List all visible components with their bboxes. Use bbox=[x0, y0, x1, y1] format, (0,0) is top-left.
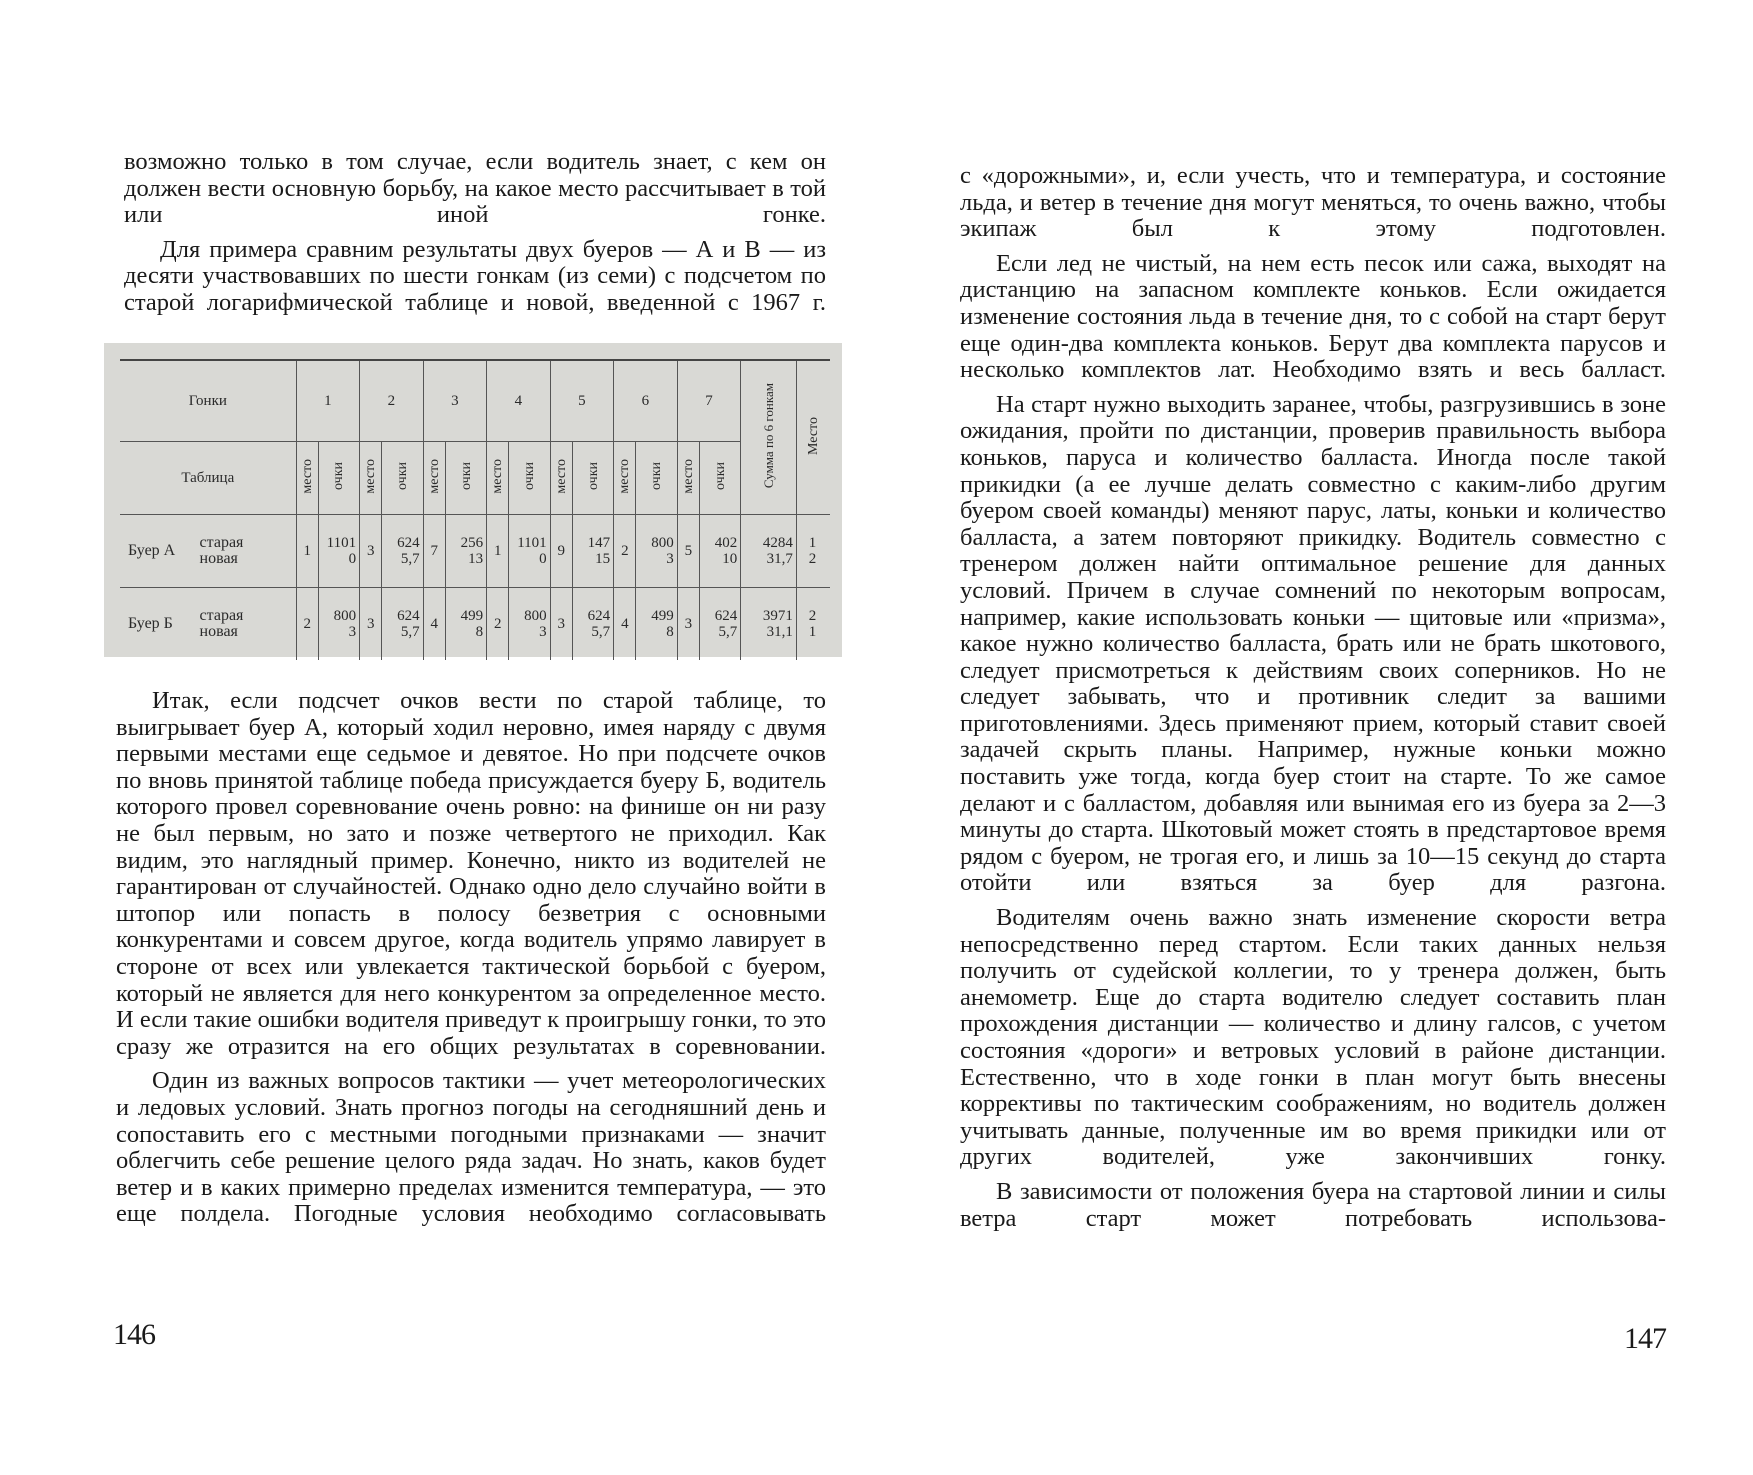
place-cell: 3 bbox=[360, 515, 382, 588]
race-number: 5 bbox=[550, 360, 614, 442]
sum-old: 3971 bbox=[762, 608, 793, 624]
place-cell: 3 bbox=[550, 588, 572, 661]
place-cell: 3 bbox=[677, 588, 699, 661]
points-new: 5,7 bbox=[400, 551, 420, 567]
sub-header-cell bbox=[509, 442, 550, 515]
points-new: 10 bbox=[722, 551, 738, 567]
place-cell: 4 bbox=[423, 588, 445, 661]
points-new: 8 bbox=[666, 624, 674, 640]
sub-header-cell bbox=[699, 442, 740, 515]
points-cell bbox=[636, 588, 677, 661]
place-header: Место bbox=[805, 416, 821, 455]
boat-label: Буер А bbox=[120, 515, 194, 588]
left-top-text bbox=[124, 149, 826, 317]
points-cell bbox=[572, 588, 613, 661]
points-cell bbox=[699, 515, 740, 588]
place-cell: 3 bbox=[360, 588, 382, 661]
sum-header-cell bbox=[741, 360, 797, 515]
boat-label: Буер Б bbox=[128, 615, 173, 632]
paragraph: В зависимости от положения буера на стартовой линии и силы ветра старт может потребовать использова- bbox=[960, 1177, 1666, 1232]
race-number: 6 bbox=[614, 360, 678, 442]
points-cell bbox=[572, 515, 613, 588]
sub-header-points: очки bbox=[585, 462, 601, 490]
place-cell: 2 bbox=[614, 515, 636, 588]
points-cell bbox=[699, 588, 740, 661]
sub-header-points: очки bbox=[649, 462, 665, 490]
sub-header-place: место bbox=[363, 458, 379, 494]
points-new: 0 bbox=[539, 551, 547, 567]
points-cell bbox=[509, 515, 550, 588]
paragraph: Для примера сравним результаты двух буеров — А и В — из десяти участвовавших по шести гонкам (из семи) с подсчетом по старой логарифмической таблице и новой, введенной с 1967 г. bbox=[124, 235, 826, 316]
paragraph: Итак, если подсчет очков вести по старой таблице, то выигрывает буер А, который ходил неровно, имея наряду с двумя первыми местами еще седьмое и девятое. Но при подсчете очков по вновь принятой таблице победа присуждается буеру Б, водитель которого провел соревнование очень ровно: на финише он ни разу не был первым, но зато и позже четвертого не приходил. Как видим, это наглядный пример. Конечно, никто из водителей не гарантирован от случайностей. Однако одно дело случайно войти в штопор или попасть в полосу безветрия с основными конкурентами и совсем другое, когда водитель упрямо лавирует в стороне от всех или увлекается тактической борьбой с буером, который не является для него конкурентом за определенное место. И если такие ошибки водителя приведут к проигрышу гонки, то это сразу же отразится на его общих результатах в соревновании. bbox=[116, 687, 826, 1060]
sub-header-place: место bbox=[299, 458, 315, 494]
sub-header-points: очки bbox=[395, 462, 410, 490]
old-label: старая bbox=[199, 607, 244, 624]
sub-header-place: место bbox=[553, 458, 569, 494]
points-cell bbox=[445, 588, 486, 661]
place-cell: 2 bbox=[296, 588, 318, 661]
final-place-cell bbox=[796, 515, 830, 588]
points-new: 3 bbox=[539, 624, 547, 640]
table-type-cell bbox=[194, 515, 297, 588]
new-label: новая bbox=[199, 623, 238, 640]
paragraph: Водителям очень важно знать изменение скорости ветра непосредственно перед стартом. Если таких данных нельзя получить от судейской коллегии, то у тренера должен, быть анемометр. Еще до старта водителю следует составить план прохождения дистанции — количество и длину галсов, с учетом состояния «дороги» и ветровых условий в районе дистанции. Естественно, что в ходе гонки в план могут быть внесены коррективы по тактическим соображениям, но водитель должен учитывать данные, полученные им во время прикидки или от других водителей, уже закончивших гонку. bbox=[960, 904, 1666, 1171]
points-cell bbox=[318, 588, 359, 661]
table-row-boat-b bbox=[120, 588, 830, 661]
points-old: 256 bbox=[460, 535, 484, 551]
sub-header-place: место bbox=[617, 458, 633, 494]
place-old: 1 bbox=[808, 535, 817, 551]
sub-header-place: место bbox=[490, 458, 506, 494]
points-new: 3 bbox=[666, 551, 674, 567]
place-new: 2 bbox=[808, 551, 817, 567]
right-page-text bbox=[960, 163, 1666, 1232]
sub-header-cell bbox=[296, 442, 318, 515]
results-table bbox=[120, 359, 830, 660]
place-cell: 1 bbox=[487, 515, 509, 588]
sub-header-points: очки bbox=[712, 462, 728, 490]
race-number: 7 bbox=[677, 360, 741, 442]
points-old: 147 bbox=[587, 535, 611, 551]
sub-header-cell bbox=[572, 442, 613, 515]
place-cell: 1 bbox=[296, 515, 318, 588]
sum-header: Сумма по 6 гонкам bbox=[760, 382, 776, 489]
points-new: 15 bbox=[595, 551, 611, 567]
points-cell bbox=[445, 515, 486, 588]
race-number: 2 bbox=[360, 360, 424, 442]
old-label: старая bbox=[199, 534, 244, 551]
points-cell bbox=[636, 515, 677, 588]
paragraph: На старт нужно выходить заранее, чтобы, разгрузившись в зоне ожидания, пройти по дистанции, проверив правильность выбора коньков, паруса и количество балласта. Иногда после такой прикидки (а ее лучше делать совместно с каким-либо другим буером своей команды) меняют парус, латы, коньки и количество балласта, а затем повторяют прикидку. Водитель совместно с тренером должен найти оптимальное решение для данных условий. Причем в случае сомнений по некоторым вопросам, например, какие использовать коньки — щитовые или «призма», какое нужно количество балласта, брать или не брать шкотового, следует присмотреться к действиям своих соперников. Но не следует забывать, что и противник следит за вашими приготовлениями. Здесь применяют прием, который ставит своей задачей скрыть планы. Например, нужные коньки можно поставить уже тогда, когда буер стоит на старте. То же самое делают и с балластом, добавляя или вынимая его из буера за 2—3 минуты до старта. Шкотовый может стоять в предстартовое время рядом с буером, не трогая его, и лишь за 10—15 секунд до старта отойти или взяться за буер для разгона. bbox=[960, 390, 1666, 897]
final-place-cell bbox=[796, 588, 830, 661]
sub-header-cell bbox=[360, 442, 382, 515]
sub-header-cell bbox=[614, 442, 636, 515]
place-header-cell bbox=[796, 360, 830, 515]
sub-header-place: место bbox=[426, 458, 442, 494]
paragraph: с «дорожными», и, если учесть, что и температура, и состояние льда, и ветер в течение дня могут меняться, то очень важно, чтобы экипаж был к этому подготовлен. bbox=[960, 162, 1666, 243]
points-new: 5,7 bbox=[591, 624, 611, 640]
points-old: 800 bbox=[524, 608, 547, 624]
place-cell: 9 bbox=[550, 515, 572, 588]
paragraph: возможно только в том случае, если водитель знает, с кем он должен вести основную борьбу, на какое место рассчитывает в той или иной гонке. bbox=[124, 148, 826, 229]
place-cell: 7 bbox=[423, 515, 445, 588]
points-old: 800 bbox=[333, 608, 357, 624]
points-old: 624 bbox=[397, 608, 420, 624]
sub-header-cell bbox=[318, 442, 359, 515]
sub-header-points: очки bbox=[331, 462, 347, 490]
points-old: 624 bbox=[587, 608, 611, 624]
paragraph: Один из важных вопросов тактики — учет метеорологических и ледовых условий. Знать прогноз погоды на сегодняшний день и сопоставить его с местными погодными признаками — значит облегчить себе решение целого ряда задач. Но знать, каков будет ветер и в каких примерно пределах изменится температура, — это еще полдела. Погодные условия необходимо согласовывать bbox=[116, 1067, 826, 1228]
points-cell bbox=[382, 515, 423, 588]
place-old: 2 bbox=[808, 608, 817, 624]
points-new: 5,7 bbox=[400, 624, 420, 640]
sum-cell bbox=[741, 588, 797, 661]
points-cell bbox=[509, 588, 550, 661]
sub-header-cell bbox=[423, 442, 445, 515]
sub-header-cell bbox=[382, 442, 423, 515]
race-number: 1 bbox=[296, 360, 360, 442]
header-races: Гонки bbox=[120, 360, 296, 442]
table-type-cell bbox=[194, 588, 297, 661]
points-old: 499 bbox=[460, 608, 484, 624]
sub-header-cell bbox=[677, 442, 699, 515]
race-number: 3 bbox=[423, 360, 487, 442]
place-new: 1 bbox=[808, 624, 817, 640]
points-old: 1101 bbox=[517, 535, 547, 551]
sub-header-points: очки bbox=[522, 462, 538, 490]
page-number-left: 146 bbox=[113, 1318, 155, 1351]
sum-old: 4284 bbox=[762, 535, 793, 551]
sub-header-place: место bbox=[680, 458, 696, 494]
place-cell: 2 bbox=[487, 588, 509, 661]
points-old: 1101 bbox=[326, 535, 357, 551]
sub-header-cell bbox=[445, 442, 486, 515]
sum-new: 31,7 bbox=[766, 551, 793, 567]
points-old: 499 bbox=[651, 608, 674, 624]
sub-header-cell bbox=[487, 442, 509, 515]
points-old: 624 bbox=[714, 608, 738, 624]
points-old: 800 bbox=[651, 535, 674, 551]
header-table: Таблица bbox=[120, 442, 296, 515]
sum-new: 31,1 bbox=[766, 624, 793, 640]
race-number: 4 bbox=[487, 360, 551, 442]
points-new: 5,7 bbox=[718, 624, 738, 640]
place-cell: 4 bbox=[614, 588, 636, 661]
sub-header-cell bbox=[636, 442, 677, 515]
left-page bbox=[0, 0, 876, 1475]
points-cell bbox=[318, 515, 359, 588]
points-new: 8 bbox=[475, 624, 484, 640]
sub-header-points: очки bbox=[458, 462, 474, 490]
points-cell bbox=[382, 588, 423, 661]
place-cell: 5 bbox=[677, 515, 699, 588]
table-row-boat-a bbox=[120, 515, 830, 588]
sub-header-cell bbox=[550, 442, 572, 515]
page-number-right: 147 bbox=[1624, 1322, 1666, 1355]
left-bottom-text bbox=[116, 688, 826, 1228]
points-new: 0 bbox=[348, 551, 357, 567]
points-new: 13 bbox=[468, 551, 484, 567]
results-table-figure bbox=[104, 343, 842, 657]
points-old: 402 bbox=[714, 535, 738, 551]
sum-cell bbox=[741, 515, 797, 588]
points-old: 624 bbox=[397, 535, 420, 551]
new-label: новая bbox=[199, 550, 238, 567]
points-new: 3 bbox=[348, 624, 357, 640]
paragraph: Если лед не чистый, на нем есть песок или сажа, выходят на дистанцию на запасном комплекте коньков. Если ожидается изменение состояния льда в течение дня, то с собой на старт берут еще один-два комплекта коньков. Берут два комплекта парусов и несколько комплектов лат. Необходимо взять и весь балласт. bbox=[960, 249, 1666, 384]
